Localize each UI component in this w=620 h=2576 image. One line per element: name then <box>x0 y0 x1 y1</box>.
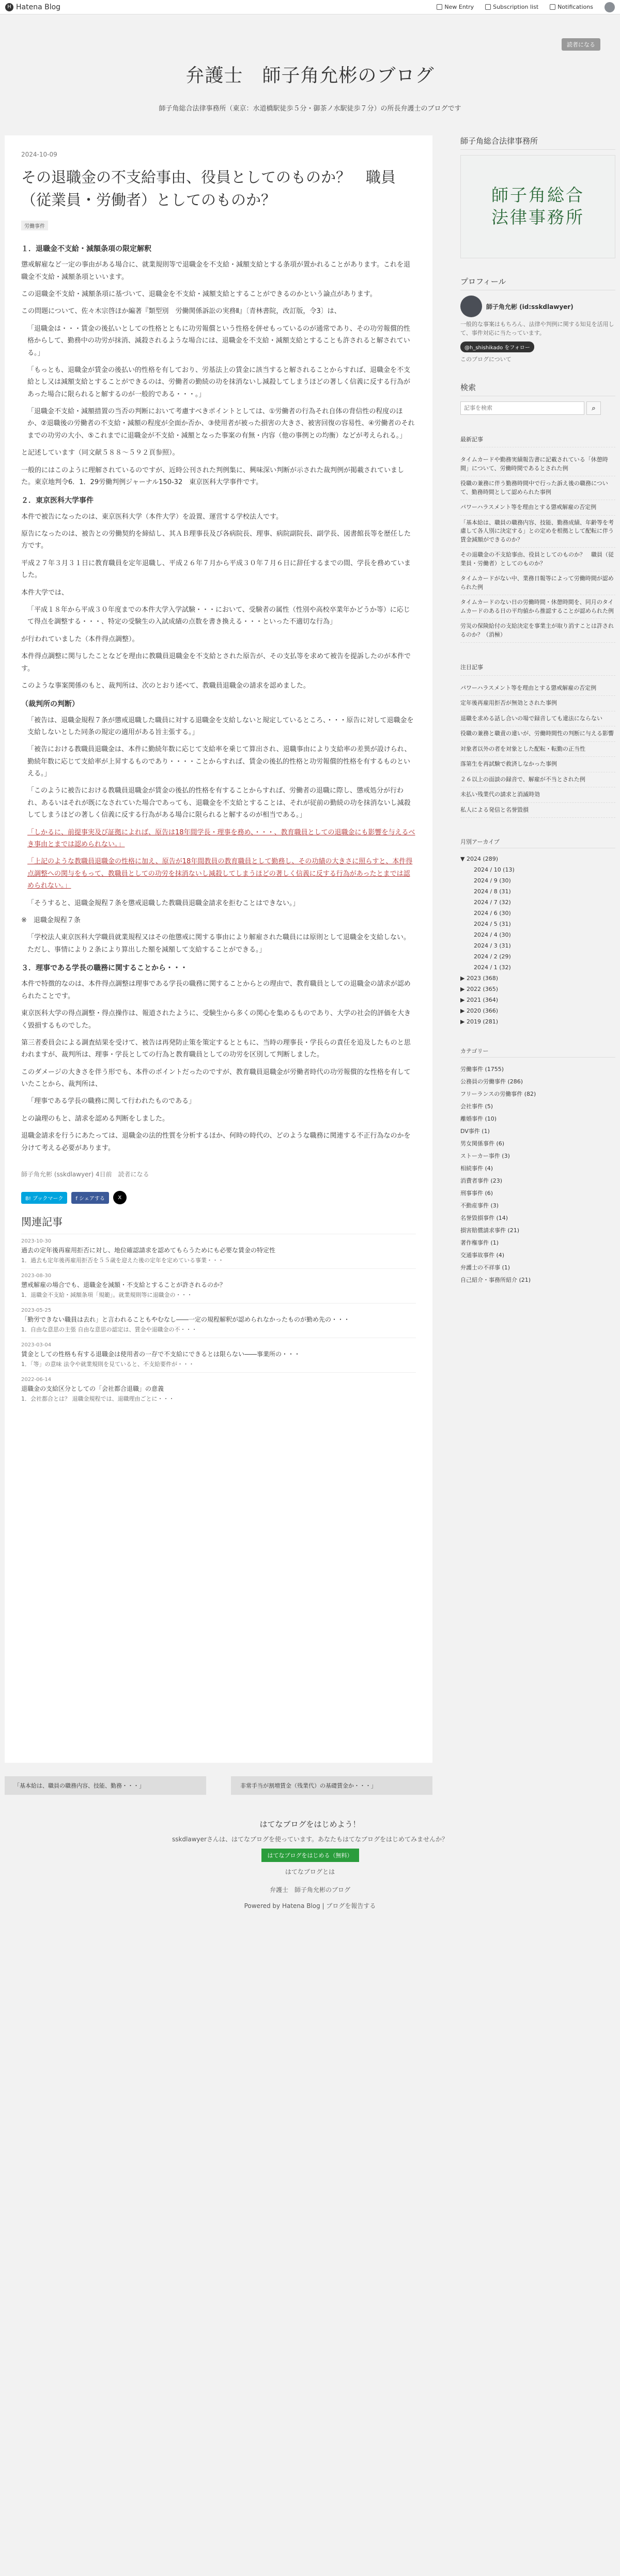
category-item[interactable]: ストーカー事件 (3) <box>460 1153 510 1159</box>
paragraph: 平成２７年３月３１日に教育職員を定年退職し、平成２６年７月から平成３０年７月６日に辞任するまでの間、学長を務めていました。 <box>21 559 411 580</box>
archive-month[interactable]: 2024 / 8 (31) <box>474 888 511 895</box>
footer <box>0 1808 620 1915</box>
archive-year[interactable]: ▶ 2021 (364) <box>460 997 499 1003</box>
search-icon: ⌕ <box>592 404 596 412</box>
section-heading: （裁判所の判断） <box>21 700 79 709</box>
top-nav <box>437 2 615 12</box>
pager <box>5 1776 432 1795</box>
quote: 「学校法人東京医科大学職員就業規程又はその他懲戒に関する事由により解雇された職員には原則として退職金を支給しない。ただし、事情により２条により算出した額を減額して支給することができる。」 <box>27 934 411 954</box>
profile-description: 一般的な事案はもちろん、法律や判例に関する知見を活用して、事件対応に当たっています。 <box>460 321 614 336</box>
notice-item[interactable]: ２６以上の面談の録音で、解雇が不当とされた例 <box>460 772 615 788</box>
subscription-label: Subscription list <box>493 4 539 10</box>
main-column <box>5 135 432 1808</box>
notice-item[interactable]: 退職を求める話し合いの場で録音しても違法にならない <box>460 711 615 727</box>
paragraph: と記述しています（同文献５８８～５９２頁参照）。 <box>21 449 179 457</box>
paragraph: 本件で被告になったのは、東京医科大学（本件大学）を設置、運営する学校法人です。 <box>21 513 283 521</box>
underlined-quote: 「しかるに、前提事実及び証拠によれば、原告は18年間学長・理事を務め、・・・、教育職員としての退職金にも影響を与えるべき事由とまでは認められない。」 <box>27 828 415 849</box>
quote: 「被告は、退職金規程７条が懲戒退職した職員に対する退職金を支給しないと規定しているところ、・・・原告に対して退職金を支給しないとした同条の規定の適用がある旨主張する。」 <box>27 716 414 736</box>
paragraph: 本件で特徴的なのは、本件得点調整は理事である学長の職務に関することからとの理由で、教育職員としての退職金の請求が認められたことです。 <box>21 980 411 1000</box>
notice-section <box>460 660 615 818</box>
article <box>5 135 432 1763</box>
search-button[interactable] <box>586 401 601 415</box>
category-item[interactable]: 自己紹介・事務所紹介 (21) <box>460 1277 531 1283</box>
category-item[interactable]: 損害賠償請求事件 (21) <box>460 1227 520 1234</box>
profile-section <box>460 276 615 364</box>
category-item[interactable]: 不動産事件 (3) <box>460 1202 499 1209</box>
paragraph: 原告になったのは、被告との労働契約を締結し、其ＡＢ理事長及び各病院長、理事、病院副院長、副学長、図書館長等を歴任した方です。 <box>21 530 411 550</box>
profile-avatar[interactable] <box>460 296 482 317</box>
archive-year[interactable]: ▶ 2019 (281) <box>460 1018 499 1025</box>
start-blog-button[interactable]: はてなブログをはじめる（無料） <box>261 1849 359 1862</box>
section-heading: ２．東京医科大学事件 <box>21 496 94 505</box>
related-snippet: 1．会社都合とは？ 退職金規程では、退職理由ごとに・・・ <box>21 1395 175 1403</box>
blog-title[interactable]: 弁護士 師子角允彬のブログ <box>185 65 435 86</box>
category-item[interactable]: 男女関係事件 (6) <box>460 1140 505 1147</box>
share-buttons <box>21 1191 416 1204</box>
notice-item[interactable]: 定年後再雇用拒否が無効とされた事例 <box>460 696 615 711</box>
paragraph: 第三者委員会による調査結果を受けて、被告は再発防止策を策定するとともに、当時の理事長・学長らの責任を追及したものと思われますが、裁判所は、理事・学長としての行為と教育職員としての功労を区別して判断しました。 <box>21 1038 411 1059</box>
powered-by[interactable]: Powered by Hatena Blog | ブログを報告する <box>244 1902 376 1910</box>
archive-year[interactable]: ▶ 2022 (365) <box>460 986 499 992</box>
underlined-quote: 「上記のような教職員退職金の性格に加え、原告が18年間教員の教育職員として勤務し、その功績の大きさに照らすと、本件得点調整への関与をもって、教職員としての功労を抹消ないし減殺してしまうほどの著しく信義に反する行為があったとまでは認められない。」 <box>27 858 413 890</box>
paragraph: ※ 退職金規程７条 <box>21 916 81 924</box>
profile-name[interactable]: 師子角允彬 (id:sskdlawyer) <box>486 303 574 311</box>
avatar-icon <box>605 2 615 12</box>
related-date: 2023-05-25 <box>21 1308 52 1314</box>
recent-item[interactable]: 役職の兼務に伴う勤務時間中で行った訴え後の職務について、勤務時間として認められた事例 <box>460 476 615 500</box>
recent-heading: 最新記事 <box>460 432 615 448</box>
bell-icon <box>550 4 555 10</box>
article-date[interactable]: 2024-10-09 <box>21 151 57 158</box>
blog-description: 師子角総合法律事務所（東京：水道橋駅徒歩５分・御茶ノ水駅徒歩７分）の所長弁護士のブログです <box>159 105 461 113</box>
category-item[interactable]: 会社事件 (5) <box>460 1103 493 1110</box>
office-heading: 師子角総合法律事務所 <box>460 135 615 150</box>
category-item[interactable]: 刑事事件 (6) <box>460 1190 493 1197</box>
related-snippet: 1．自由な意思の主張 自由な意思の認定は、賃金や退職金の不・・・ <box>21 1326 197 1333</box>
paragraph: 本件得点調整に関与したことなどを理由に教職員退職金を不支給とされた原告が、その支払等を求めて被告を提訴したのが本件です。 <box>21 653 411 673</box>
office-logo-line: 師子角総合 <box>491 185 584 206</box>
archive-month[interactable]: 2024 / 4 (30) <box>474 932 511 938</box>
paragraph: この問題について、佐々木宗啓ほか編著『類型別 労働関係訴訟の実務Ⅱ』〔青林書院，改訂版，令3〕は、 <box>21 307 341 316</box>
profile-heading: プロフィール <box>460 276 615 290</box>
quote: 「退職金は・・・賃金の後払いとしての性格とともに功労報償という性格を併せもっているのが通常であり、その功労報償的性格からして、勤務中の功労が抹消、減殺されるような場合には、退職金を不支給・減額支給とすることも許されると解されている。」 <box>27 324 411 357</box>
notifications-link[interactable] <box>550 2 593 12</box>
search-section <box>460 382 615 415</box>
paragraph: 懲戒解雇など一定の事由がある場合に、就業規則等で退職金を不支給・減額支給とする条項が置かれることがあります。これを退職金不支給・減額条項といいます。 <box>21 261 410 281</box>
related-item[interactable] <box>21 1338 416 1372</box>
archive-month[interactable]: 2024 / 9 (30) <box>474 877 511 884</box>
related-list <box>21 1234 416 1407</box>
related-snippet: 1．過去も定年後再雇用拒否を５５歳を迎えた後の定年を定めている事業・・・ <box>21 1257 224 1264</box>
pencil-icon <box>437 4 442 10</box>
recent-item[interactable]: 労災の保険給付の支給決定を事業主が取り消すことは許されるのか？（消極） <box>460 619 615 643</box>
article-meta[interactable]: 師子角允彬 (sskdlawyer) 4日前 読者になる <box>21 1171 149 1178</box>
related-item[interactable] <box>21 1268 416 1303</box>
archive-month[interactable]: 2024 / 5 (31) <box>474 921 511 927</box>
article-body <box>21 243 416 1154</box>
paragraph: が行われていました（本件得点調整）。 <box>21 635 139 643</box>
about-blog-link[interactable]: このブログについて <box>460 356 512 363</box>
category-item[interactable]: フリーランスの労働事件 (82) <box>460 1091 536 1097</box>
hatena-logo[interactable] <box>5 3 60 11</box>
category-section <box>460 1045 615 1286</box>
paragraph: この退職金不支給・減額条項に基づいて、退職金を不支給・減額支給とすることができるのかという論点があります。 <box>21 290 377 298</box>
subscribe-button[interactable]: 読者になる <box>562 38 600 51</box>
notice-item[interactable]: 対象者以外の者を対象とした配転・転勤の正当性 <box>460 742 615 757</box>
notice-item[interactable]: 未払い残業代の請求と消滅時効 <box>460 787 615 803</box>
quote: 「平成１８年から平成３０年度までの本件大学入学試験・・・において、受験者の属性（性別や高校卒業年かどうか等）に応じて得点を調整する・・・、特定の受験生の入試成績の点数を書き換える・・・といった不適切な行為」 <box>27 606 410 626</box>
article-title[interactable]: その退職金の不支給事由、役員としてのものか？ 職員（従業員・労働者）としてのものか？ <box>21 168 396 209</box>
category-item[interactable]: 労働事件 (1755) <box>460 1066 504 1073</box>
paragraph: 東京医科大学の得点調整・得点操作は、報道されたように、受験生から多くの関心を集めるものであり、大学の社会的評価を大きく毀損するものでした。 <box>21 1010 411 1030</box>
content-wrap <box>5 135 615 1808</box>
subscription-link[interactable] <box>485 2 538 12</box>
bookmark-button[interactable]: B! ブックマーク <box>21 1192 67 1204</box>
archive-month[interactable]: 2024 / 1 (32) <box>474 964 511 971</box>
logo-text: Hatena Blog <box>16 3 61 11</box>
paragraph: 一般的にはこのように理解されているのですが、近時公刊された判例集に、興味深い判断が示された裁判例が掲載されていました。東京地判令6．1．29労働判例ジャーナル150-32 東京医科大学事件です。 <box>21 466 405 487</box>
quote: 「被告における教職員退職金は、本件に勤続年数に応じて支給率を乗じて算出され、退職事由により支給率の差異が設けられ、勤続年数に応じて支給率が上昇するものであり・・・・ことからすれば、賃金の後払的性格と功労報償的性格を有するものといえる。」 <box>27 746 411 778</box>
related-title[interactable]: 過去の定年後再雇用拒否に対し、地位確認請求を認めてもらうためにも必要な賃金の特定性 <box>21 1247 276 1254</box>
next-entry-link[interactable]: 非常手当が割増賃金（残業代）の基礎賃金か・・・」 <box>231 1776 432 1795</box>
archive-month[interactable]: 2024 / 6 (30) <box>474 910 511 917</box>
archive-heading: 月別アーカイブ <box>460 835 615 848</box>
footer-blog-name[interactable]: 弁護士 師子角允彬のブログ <box>269 1886 350 1894</box>
notice-item[interactable]: 役職の兼務と職責の違いが、労働時間性の判断に与える影響 <box>460 726 615 742</box>
section-heading: ３．理事である学長の職務に関することから・・・ <box>21 964 188 973</box>
user-avatar[interactable] <box>605 2 615 12</box>
related-title[interactable]: 退職金の支給区分としての「会社都合退職」の意義 <box>21 1385 164 1393</box>
related-snippet: 1．退職金不支給・減額条項「規範」。就業規則等に退職金の・・・ <box>21 1292 193 1299</box>
archive-month[interactable]: 2024 / 10 (13) <box>474 866 515 873</box>
footer-start: はてなブログをはじめよう！ <box>259 1820 361 1829</box>
paragraph: 退職金請求を行うにあたっては、退職金の法的性質を分析するほか、何時の時代の、どのような職務に関連する不正行為なのかを分けて考える必要があります。 <box>21 1132 411 1152</box>
quote: 「退職金不支給・減額措置の当否の判断において考慮すべきポイントとしては、①労働者の行為それ自体の背信性の程度のほか、②退職後の労働者の不支給・減額の程度が全面か否か、③使用者が被った損害の大きさ、被害回復の容易性、④労働者のそれまでの功労の大小、⑤これまでに退職金が不支給・減額となった事案の有無・内容（他の事例との均衡）などが考えられる。」 <box>27 408 415 440</box>
blog-header <box>0 14 620 135</box>
notice-item[interactable]: 私人による発信と名誉毀損 <box>460 803 615 818</box>
quote: 「そうすると、退職金規程７条を懲戒退職した教職員退職金請求を拒むことはできない。」 <box>27 899 300 907</box>
footer-desc: sskdlawyerさんは、はてなブログを使っています。あなたもはてなブログをはじめてみませんか？ <box>172 1836 448 1843</box>
related-item[interactable] <box>21 1234 416 1268</box>
category-item[interactable]: 名誉毀損事件 (14) <box>460 1215 508 1221</box>
related-item[interactable] <box>21 1303 416 1338</box>
recent-section <box>460 432 615 643</box>
notice-heading: 注目記事 <box>460 660 615 676</box>
recent-item[interactable]: タイムカードや勤務実績報告書に記載されている「休憩時間」について、労働時間であるとされた例 <box>460 453 615 476</box>
category-item[interactable]: 著作権事件 (1) <box>460 1239 499 1246</box>
x-follow-button[interactable]: @h_shishikado をフォロー <box>460 342 534 352</box>
new-entry-link[interactable] <box>437 2 474 12</box>
related-heading: 関連記事 <box>21 1216 63 1229</box>
recent-item[interactable]: パワーハラスメント等を理由とする懲戒解雇の否定例 <box>460 500 615 516</box>
category-item[interactable]: 弁護士の不祥事 (1) <box>460 1264 510 1271</box>
new-entry-label: New Entry <box>444 4 474 10</box>
recent-item[interactable]: 「基本給は、職員の職務内容、技能、勤務成績、年齢等を考慮して各人別に決定する」との定めを根拠として配転に伴う賃金減額ができるのか？ <box>460 516 615 548</box>
related-date: 2023-08-30 <box>21 1273 52 1279</box>
archive-year[interactable]: ▶ 2023 (368) <box>460 975 499 982</box>
category-item[interactable]: 公務員の労働事件 (286) <box>460 1078 523 1085</box>
category-item[interactable]: 消費者事件 (23) <box>460 1177 503 1184</box>
office-logo[interactable] <box>460 155 615 258</box>
archive-month[interactable]: 2024 / 3 (31) <box>474 942 511 949</box>
sidebar <box>460 135 615 1303</box>
archive-year[interactable]: ▶ 2020 (366) <box>460 1007 499 1014</box>
search-heading: 検索 <box>460 382 615 396</box>
office-logo-line: 法律事務所 <box>491 207 584 227</box>
category-item[interactable]: 離婚事件 (10) <box>460 1115 497 1122</box>
related-snippet: 1．「等」の意味 法令や就業規則を見ていると、不支給要件が・・・ <box>21 1361 194 1368</box>
notifications-label: Notifications <box>557 4 593 10</box>
office-section <box>460 135 615 258</box>
related-item[interactable] <box>21 1372 416 1407</box>
recent-item[interactable]: その退職金の不支給事由、役員としてのものか？ 職員（従業員・労働者）としてのものか？ <box>460 548 615 571</box>
profile-row <box>460 296 615 317</box>
archive-month[interactable]: 2024 / 2 (29) <box>474 953 511 960</box>
quote: 「このように被告における教職員退職金が賃金の後払的性格を有することからすれば、労働者の退職に際し、懲戒処分が行われ、あるいはそれが既になされていた場合であっても、退職金を不支給とすることは、それが従前の勤続の功を抹消ないし減殺してしまうほどの著しく信義に反する行為がある場合に限られると解するのが相当である。」 <box>27 787 411 819</box>
top-bar <box>0 0 620 14</box>
category-item[interactable]: DV事件 (1) <box>460 1128 490 1135</box>
paragraph: このダメージの大きさを伴う形でも、本件のポイントだったのですが、教育職員退職金が労働者時代の功労報償的な性格を有していたことから、裁判所は、 <box>21 1068 411 1089</box>
archive-year[interactable]: ▼ 2024 (289) <box>460 856 499 862</box>
notice-item[interactable]: 落第生を再試験で救済しなかった事例 <box>460 757 615 772</box>
x-share-button[interactable]: X <box>113 1191 127 1204</box>
list-icon <box>485 4 491 10</box>
paragraph: との論理のもと、請求を認める判断をしました。 <box>21 1114 169 1123</box>
recent-item[interactable]: タイムカードがない中、業務日報等によって労働時間が認められた例 <box>460 571 615 595</box>
related-title[interactable]: 懲戒解雇の場合でも、退職金を減額・不支給とすることが許されるのか？ <box>21 1281 226 1289</box>
paragraph: 本件大学では、 <box>21 588 69 597</box>
related-date: 2022-06-14 <box>21 1377 52 1383</box>
category-item[interactable]: 相続事件 (4) <box>460 1165 493 1172</box>
hatena-logo-icon: H <box>5 3 13 11</box>
quote: 「理事である学長の職務に関して行われたものである」 <box>27 1097 196 1106</box>
quote: 「もっとも、退職金が賃金の後払い的性格を有しており、労基法上の賃金に該当すると解されることからすれば、退職金を不支給とし又は減額支給とすることができるのは、労働者の勤続の功を抹消ないし減殺してしまうほどの著しく信義に反する行為があった場合に限られると解するのが一般的である・・・。」 <box>27 366 411 398</box>
section-heading: １．退職金不支給・減額条項の限定解釈 <box>21 245 151 253</box>
facebook-share-button[interactable]: f シェアする <box>71 1192 109 1204</box>
related-title[interactable]: 「勤労できない職員は去れ」と言われることもやむなし――一定の規程解釈が認められなかったものが勤め先の・・・ <box>21 1316 350 1324</box>
recent-item[interactable]: タイムカードのない日の労働時間・休憩時間を、同月のタイムカードのある日の平均値から推認することが認められた例 <box>460 595 615 619</box>
related-date: 2023-10-30 <box>21 1238 52 1245</box>
category-heading: カテゴリー <box>460 1045 615 1058</box>
archive-month[interactable]: 2024 / 7 (32) <box>474 899 511 906</box>
paragraph: このような事案関係のもと、裁判所は、次のとおり述べて、教職員退職金の請求を認めました。 <box>21 681 310 690</box>
category-item[interactable]: 交通事故事件 (4) <box>460 1252 505 1259</box>
related-title[interactable]: 賃金としての性格も有する退職金は使用者の一存で不支給にできるとは限らない――事業所の・・・ <box>21 1351 301 1358</box>
prev-entry-link[interactable]: 「基本給は、職員の職務内容、技能、勤務・・・」 <box>5 1776 206 1795</box>
notice-item[interactable]: パワーハラスメント等を理由とする懲戒解雇の否定例 <box>460 681 615 696</box>
category-badge[interactable]: 労働事件 <box>21 221 48 230</box>
related-date: 2023-03-04 <box>21 1342 52 1348</box>
what-is-hatena-link[interactable]: はてなブログとは <box>285 1868 335 1875</box>
search-input[interactable] <box>460 401 584 415</box>
archive-section <box>460 835 615 1027</box>
